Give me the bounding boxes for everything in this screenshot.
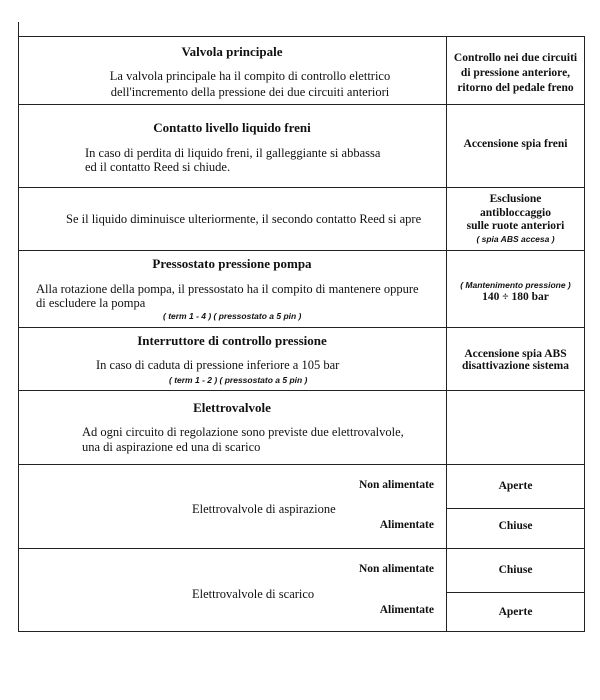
row-text-line: di escludere la pompa xyxy=(36,296,146,310)
row-title: Valvola principale xyxy=(181,44,283,59)
row-result-line: Accensione spia freni xyxy=(463,138,568,150)
valve-state-value: Aperte xyxy=(498,480,533,492)
row-text-line: In caso di caduta di pressione inferiore a 105 bar xyxy=(96,358,340,372)
row-title: Interruttore di controllo pressione xyxy=(137,333,327,348)
row-divider xyxy=(18,250,585,251)
row-result-line: Accensione spia ABS xyxy=(464,348,567,360)
row-result-line: disattivazione sistema xyxy=(461,360,569,372)
row-divider xyxy=(18,464,585,465)
valve-state-label: Alimentate xyxy=(379,519,434,531)
table-bottom-border xyxy=(18,631,585,632)
row-result-line: Controllo nei due circuiti xyxy=(453,52,578,64)
row-result-line: di pressione anteriore, xyxy=(460,67,571,79)
valve-state-value: Chiuse xyxy=(498,520,533,532)
valve-state-label: Non alimentate xyxy=(358,479,434,491)
row-text-line: Alla rotazione della pompa, il pressostato ha il compito di mantenere oppure xyxy=(36,282,419,296)
row-text-line: In caso di perdita di liquido freni, il galleggiante si abbassa xyxy=(85,146,381,160)
valve-name: Elettrovalvole di scarico xyxy=(192,587,315,601)
row-result-line: antibloccaggio xyxy=(480,207,551,219)
row-divider xyxy=(18,548,585,549)
row-text-line: dell'incremento della pressione dei due circuiti anteriori xyxy=(110,85,390,99)
row-result-note: ( Mantenimento pressione ) xyxy=(460,280,571,290)
row-divider xyxy=(18,36,585,37)
row-text-line: Ad ogni circuito di regolazione sono previste due elettrovalvole, xyxy=(82,425,404,439)
row-result-line: sulle ruote anteriori xyxy=(466,220,565,232)
row-note: ( term 1 - 2 ) ( pressostato a 5 pin ) xyxy=(169,375,308,385)
row-note: ( term 1 - 4 ) ( pressostato a 5 pin ) xyxy=(163,311,302,321)
row-divider xyxy=(18,390,585,391)
row-text-line: ed il contatto Reed si chiude. xyxy=(85,160,231,174)
column-divider xyxy=(446,36,447,632)
valve-state-label: Non alimentate xyxy=(358,563,434,575)
state-divider xyxy=(446,592,585,593)
row-result-line: 140 ÷ 180 bar xyxy=(482,291,549,303)
row-title: Contatto livello liquido freni xyxy=(153,120,311,135)
row-text-line: La valvola principale ha il compito di controllo elettrico xyxy=(109,69,391,83)
table-right-border xyxy=(584,36,585,632)
row-title: Pressostato pressione pompa xyxy=(152,256,312,271)
valve-state-value: Chiuse xyxy=(498,564,533,576)
row-text-line: Se il liquido diminuisce ulteriormente, il secondo contatto Reed si apre xyxy=(66,212,422,226)
row-title: Elettrovalvole xyxy=(193,400,271,415)
valve-state-value: Aperte xyxy=(498,606,533,618)
row-divider xyxy=(18,104,585,105)
row-result-line: Esclusione xyxy=(489,193,542,205)
valve-name: Elettrovalvole di aspirazione xyxy=(192,502,336,516)
valve-state-label: Alimentate xyxy=(379,604,434,616)
state-divider xyxy=(446,508,585,509)
row-divider xyxy=(18,327,585,328)
row-divider xyxy=(18,187,585,188)
row-result-line: ritorno del pedale freno xyxy=(457,82,574,94)
row-text-line: una di aspirazione ed una di scarico xyxy=(82,440,261,454)
row-result-note: ( spia ABS accesa ) xyxy=(476,234,555,244)
